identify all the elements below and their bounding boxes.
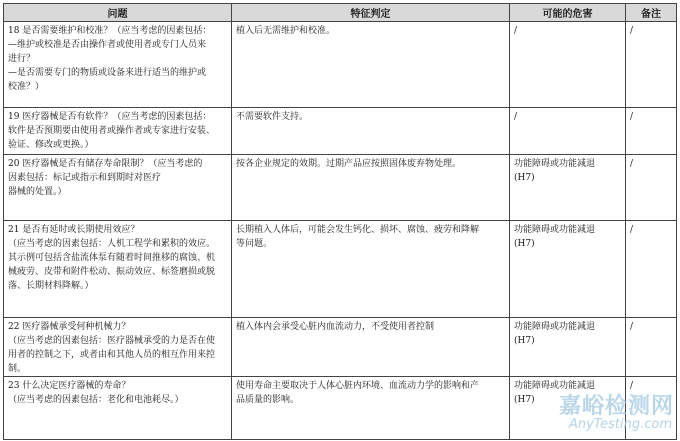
note-cell: /	[626, 221, 677, 318]
hazard-cell	[510, 108, 626, 155]
watermark-en: AnyTesting.com	[568, 417, 672, 432]
judgment-cell	[232, 108, 510, 155]
question-line: 因素包括：标记或指示和到期时对医疗	[8, 173, 162, 183]
question-line: （应当考虑的因素包括：老化和电池耗尽。）	[8, 395, 184, 405]
judgment-line: 使用寿命主要取决于人体心脏内环境、血流动力学的影响和产	[236, 381, 480, 391]
question-line: 18 是否需要维护和校准？（应当考虑的因素包括：	[8, 26, 212, 36]
hazard-line: (H7)	[514, 239, 535, 249]
note-cell: /	[626, 22, 677, 108]
hazard-line: 功能障碍或功能减退	[514, 159, 596, 169]
header-hazard: 可能的危害	[510, 4, 626, 22]
judgment-line: 长期植入人体后，可能会发生钙化、损坏、腐蚀、疲劳和降解	[236, 225, 480, 235]
question-cell	[4, 318, 232, 377]
hazard-line: (H7)	[514, 173, 535, 183]
header-note: 备注	[626, 4, 677, 22]
question-line: 校准？）	[8, 82, 45, 92]
question-line: 进行？	[8, 54, 36, 64]
question-line: 21 是否有延时或长期使用效应？	[8, 225, 140, 235]
hazard-cell	[510, 377, 626, 440]
judgment-cell	[232, 318, 510, 377]
question-cell	[4, 155, 232, 221]
hazard-line: 功能障碍或功能减退	[514, 381, 596, 391]
hazard-line: (H7)	[514, 336, 535, 346]
question-line: 20 医疗器械是否有储存寿命限制？（应当考虑的	[8, 159, 203, 169]
table-header-row	[4, 4, 677, 22]
note-cell: /	[626, 318, 677, 377]
hazard-line: 功能障碍或功能减退	[514, 322, 596, 332]
judgment-line: 按各企业规定的效期。过期产品应按照固体废弃物处理。	[236, 159, 462, 169]
risk-analysis-table	[3, 3, 677, 440]
hazard-line: 功能障碍或功能减退	[514, 225, 596, 235]
table-row	[4, 221, 677, 318]
question-line: —是否需要专门的物质或设备来进行适当的维护或	[8, 68, 207, 78]
question-cell	[4, 108, 232, 155]
judgment-line: 植入体内会承受心脏内血流动力，不受使用者控制	[236, 322, 435, 332]
header-judgment: 特征判定	[232, 4, 510, 22]
question-line: （应当考虑的因素包括：人机工程学和累积的效应。	[8, 239, 216, 249]
header-question: 问题	[4, 4, 232, 22]
judgment-line: 品质量的影响。	[236, 395, 300, 405]
table-row	[4, 22, 677, 108]
question-line: 19 医疗器械是否有软件？（应当考虑的因素包括：	[8, 112, 212, 122]
question-cell	[4, 22, 232, 108]
question-line: 22 医疗器械承受何种机械力？	[8, 322, 131, 332]
question-line: 软件是否预期要由使用者或操作者或专家进行安装、	[8, 126, 216, 136]
table-row	[4, 108, 677, 155]
question-cell	[4, 221, 232, 318]
question-line: 器械的处置。）	[8, 187, 67, 197]
hazard-line: /	[514, 112, 518, 122]
table-row	[4, 318, 677, 377]
judgment-line: 不需要软件支持。	[236, 112, 309, 122]
hazard-cell	[510, 22, 626, 108]
note-cell: /	[626, 108, 677, 155]
watermark-cn: 嘉峪检测网	[558, 394, 674, 419]
question-cell	[4, 377, 232, 440]
hazard-cell	[510, 221, 626, 318]
question-line: 用者的控制之下，或者由和其他人员的相互作用来控	[8, 350, 216, 360]
question-line: 制。	[8, 364, 27, 374]
question-line: 落、长期材料降解。）	[8, 281, 94, 291]
question-line: （应当考虑的因素包括：医疗器械承受的力是否在使	[8, 336, 216, 346]
table-row	[4, 155, 677, 221]
table-row	[4, 377, 677, 440]
judgment-cell	[232, 377, 510, 440]
note-cell: /	[626, 377, 677, 440]
judgment-line: 等问题。	[236, 239, 273, 249]
question-line: 械疲劳、皮带和附件松动、振动效应、标签磨损或脱	[8, 267, 216, 277]
question-line: 其示例可包括含盐流体泵有随着时间推移的腐蚀、机	[8, 253, 216, 263]
hazard-cell	[510, 318, 626, 377]
judgment-cell	[232, 155, 510, 221]
judgment-cell	[232, 22, 510, 108]
note-cell: /	[626, 155, 677, 221]
question-line: 23 什么决定医疗器械的寿命？	[8, 381, 131, 391]
hazard-cell	[510, 155, 626, 221]
judgment-line: 植入后无需维护和校准。	[236, 26, 336, 36]
hazard-line: /	[514, 26, 518, 36]
question-line: —维护或校准是否由操作者或使用者或专门人员来	[8, 40, 207, 50]
judgment-cell	[232, 221, 510, 318]
question-line: 验证、修改或更换。）	[8, 140, 94, 150]
hazard-line: (H7)	[514, 395, 535, 405]
